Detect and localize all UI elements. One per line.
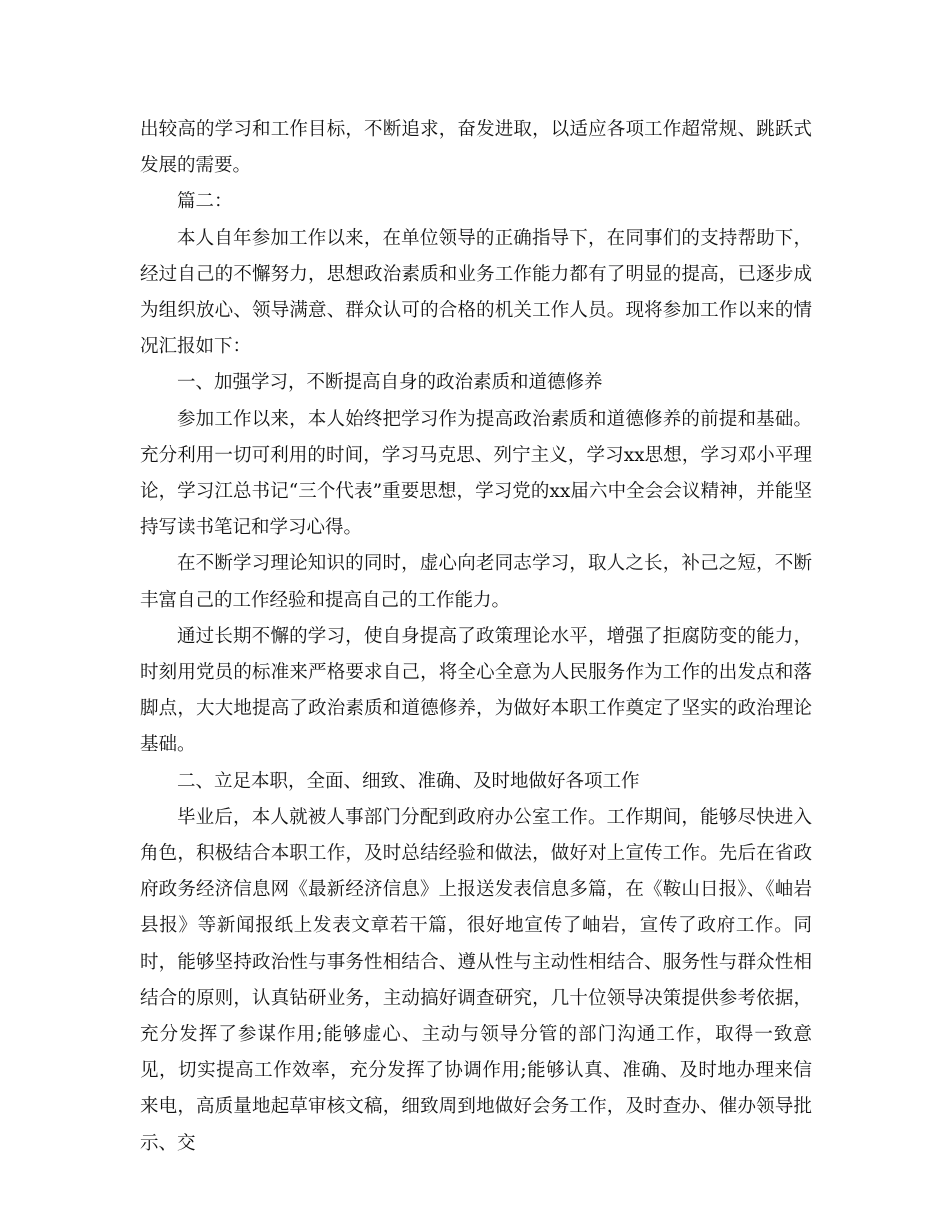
document-body — [140, 112, 812, 1162]
paragraph-study: 参加工作以来，本人始终把学习作为提高政治素质和道德修养的前提和基础。充分利用一切可利用的时间，学习马克思、列宁主义，学习xx思想，学习邓小平理论，学习江总书记“三个代表”重要思想，学习党的xx届六中全会会议精神，并能坚持写读书笔记和学习心得。 — [140, 408, 812, 539]
section-heading-part-two: 篇二： — [177, 191, 233, 213]
paragraph-long-term-study: 通过长期不懈的学习，使自身提高了政策理论水平，增强了拒腐防变的能力，时刻用党员的标准来严格要求自己，将全心全意为人民服务作为工作的出发点和落脚点，大大地提高了政治素质和道德修养，为做好本职工作奠定了坚实的政治理论基础。 — [140, 625, 812, 756]
section-heading-one: 一、加强学习，不断提高自身的政治素质和道德修养 — [177, 372, 603, 394]
paragraph-work: 毕业后，本人就被人事部门分配到政府办公室工作。工作期间，能够尽快进入角色，积极结合本职工作，及时总结经验和做法，做好对上宣传工作。先后在省政府政务经济信息网《最新经济信息》上报送发表信息多篇，在《鞍山日报》、《岫岩县报》等新闻报纸上发表文章若干篇，很好地宣传了岫岩，宣传了政府工作。同时，能够坚持政治性与事务性相结合、遵从性与主动性相结合、服务性与群众性相结合的原则，认真钻研业务，主动搞好调查研究，几十位领导决策提供参考依据，充分发挥了参谋作用;能够虚心、主动与领导分管的部门沟通工作，取得一致意见，切实提高工作效率，充分发挥了协调作用;能够认真、准确、及时地办理来信来电，高质量地起草审核文稿，细致周到地做好会务工作，及时查办、催办领导批示、交 — [140, 806, 812, 1154]
paragraph-intro: 本人自年参加工作以来，在单位领导的正确指导下，在同事们的支持帮助下，经过自己的不懈努力，思想政治素质和业务工作能力都有了明显的提高，已逐步成为组织放心、领导满意、群众认可的合格的机关工作人员。现将参加工作以来的情况汇报如下： — [140, 227, 812, 358]
section-heading-two: 二、立足本职，全面、细致、准确、及时地做好各项工作 — [177, 770, 640, 792]
paragraph-learn-from-colleagues: 在不断学习理论知识的同时，虚心向老同志学习，取人之长，补己之短，不断丰富自己的工作经验和提高自己的工作能力。 — [140, 553, 812, 611]
paragraph-continuation: 出较高的学习和工作目标，不断追求，奋发进取，以适应各项工作超常规、跳跃式发展的需要。 — [140, 119, 812, 177]
